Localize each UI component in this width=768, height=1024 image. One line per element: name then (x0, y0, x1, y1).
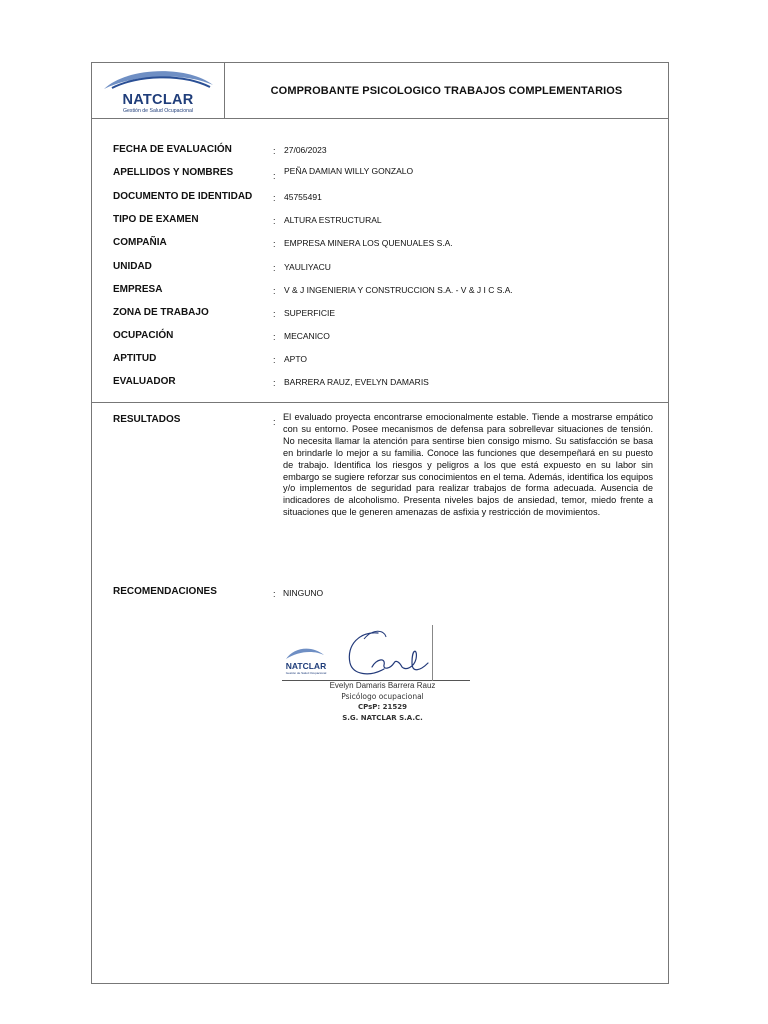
field-value: PEÑA DAMIAN WILLY GONZALO (284, 166, 414, 176)
field-value: 27/06/2023 (284, 145, 327, 155)
logo-brand-text: NATCLAR (122, 92, 194, 108)
field-tipo-examen (113, 211, 653, 229)
stamp-brand-text: NATCLAR (285, 661, 327, 671)
natclar-logo-icon (92, 63, 224, 118)
field-colon: : (273, 309, 276, 319)
company-logo (92, 63, 225, 118)
field-label: ZONA DE TRABAJO (113, 307, 209, 318)
field-fecha-evaluacion (113, 141, 653, 159)
field-value: V & J INGENIERIA Y CONSTRUCCION S.A. - V & J I C S.A. (284, 285, 513, 295)
signature-stamp (280, 623, 470, 733)
field-colon: : (273, 193, 276, 203)
field-apellidos-nombres (113, 164, 653, 182)
field-label: UNIDAD (113, 261, 152, 272)
signer-name: Evelyn Damaris Barrera Rauz (329, 681, 436, 690)
field-label: TIPO DE EXAMEN (113, 214, 199, 225)
field-empresa (113, 281, 653, 299)
document-title: COMPROBANTE PSICOLOGICO TRABAJOS COMPLEMENTARIOS (270, 84, 623, 97)
document-header (92, 63, 668, 119)
field-colon: : (273, 378, 276, 388)
field-documento-identidad (113, 188, 653, 206)
field-compania (113, 234, 653, 252)
field-value: BARRERA RAUZ, EVELYN DAMARIS (284, 377, 429, 387)
field-label: DOCUMENTO DE IDENTIDAD (113, 191, 253, 202)
logo-tagline-text: Gestión de Salud Ocupacional (122, 108, 194, 114)
field-label: FECHA DE EVALUACIÓN (113, 144, 232, 155)
field-ocupacion (113, 327, 653, 345)
field-value: YAULIYACU (284, 262, 331, 272)
field-value: EMPRESA MINERA LOS QUENUALES S.A. (284, 238, 453, 248)
signer-role: Psicólogo ocupacional (341, 692, 424, 701)
results-label: RESULTADOS (113, 414, 181, 425)
results-colon: : (273, 417, 276, 427)
signer-company: S.G. NATCLAR S.A.C. (342, 714, 423, 722)
document-sheet (91, 62, 669, 984)
signer-cpsp: CPsP: 21529 (357, 703, 408, 711)
field-colon: : (273, 216, 276, 226)
stamp-tagline-text: Gestión de Salud Ocupacional (285, 671, 327, 675)
field-label: APELLIDOS Y NOMBRES (113, 167, 234, 178)
field-label: OCUPACIÓN (113, 330, 174, 341)
field-colon: : (273, 146, 276, 156)
field-label: EVALUADOR (113, 376, 176, 387)
field-colon: : (273, 171, 276, 181)
field-colon: : (273, 239, 276, 249)
signature-mark-icon (280, 623, 470, 681)
recommendations-label: RECOMENDACIONES (113, 586, 217, 597)
signature-vertical-line (432, 625, 433, 681)
field-value: SUPERFICIE (284, 308, 336, 318)
results-text: El evaluado proyecta encontrarse emocionalmente estable. Tiende a mostrarse empático con su entorno. Posee mecanismos de defensa para sobrellevar situaciones de tensión. No necesita llamar la atención para sentirse bien consigo mismo. Su satisfacción se basa en brindarle lo mejor a su familia. Conoce las funciones que desempeñará en su puesto de trabajo. Identifica los riesgos y peligros a los que está expuesto en su labor sin embargo se sugiere reforzar sus conocimientos en el tema. Además, identifica los equipos y/o implementos de seguridad para realizar trabajos de forma adecuada. Ausencia de indicadores de alcoholismo. Presenta niveles bajos de ansiedad, temor, miedo frente a situaciones que le generen amenazas de asfixia y restricción de movimientos. (283, 412, 653, 518)
field-zona-trabajo (113, 304, 653, 322)
field-label: APTITUD (113, 353, 157, 364)
field-evaluador (113, 373, 653, 391)
field-unidad (113, 258, 653, 276)
field-label: COMPAÑIA (113, 237, 167, 248)
field-value: ALTURA ESTRUCTURAL (284, 215, 382, 225)
recommendations-colon: : (273, 589, 276, 599)
field-colon: : (273, 355, 276, 365)
field-colon: : (273, 263, 276, 273)
section-divider (92, 402, 668, 403)
field-aptitud (113, 350, 653, 368)
field-value: MECANICO (284, 331, 330, 341)
field-value: 45755491 (284, 192, 322, 202)
recommendations-value: NINGUNO (283, 588, 324, 598)
field-colon: : (273, 286, 276, 296)
field-value: APTO (284, 354, 307, 364)
field-label: EMPRESA (113, 284, 163, 295)
field-colon: : (273, 332, 276, 342)
